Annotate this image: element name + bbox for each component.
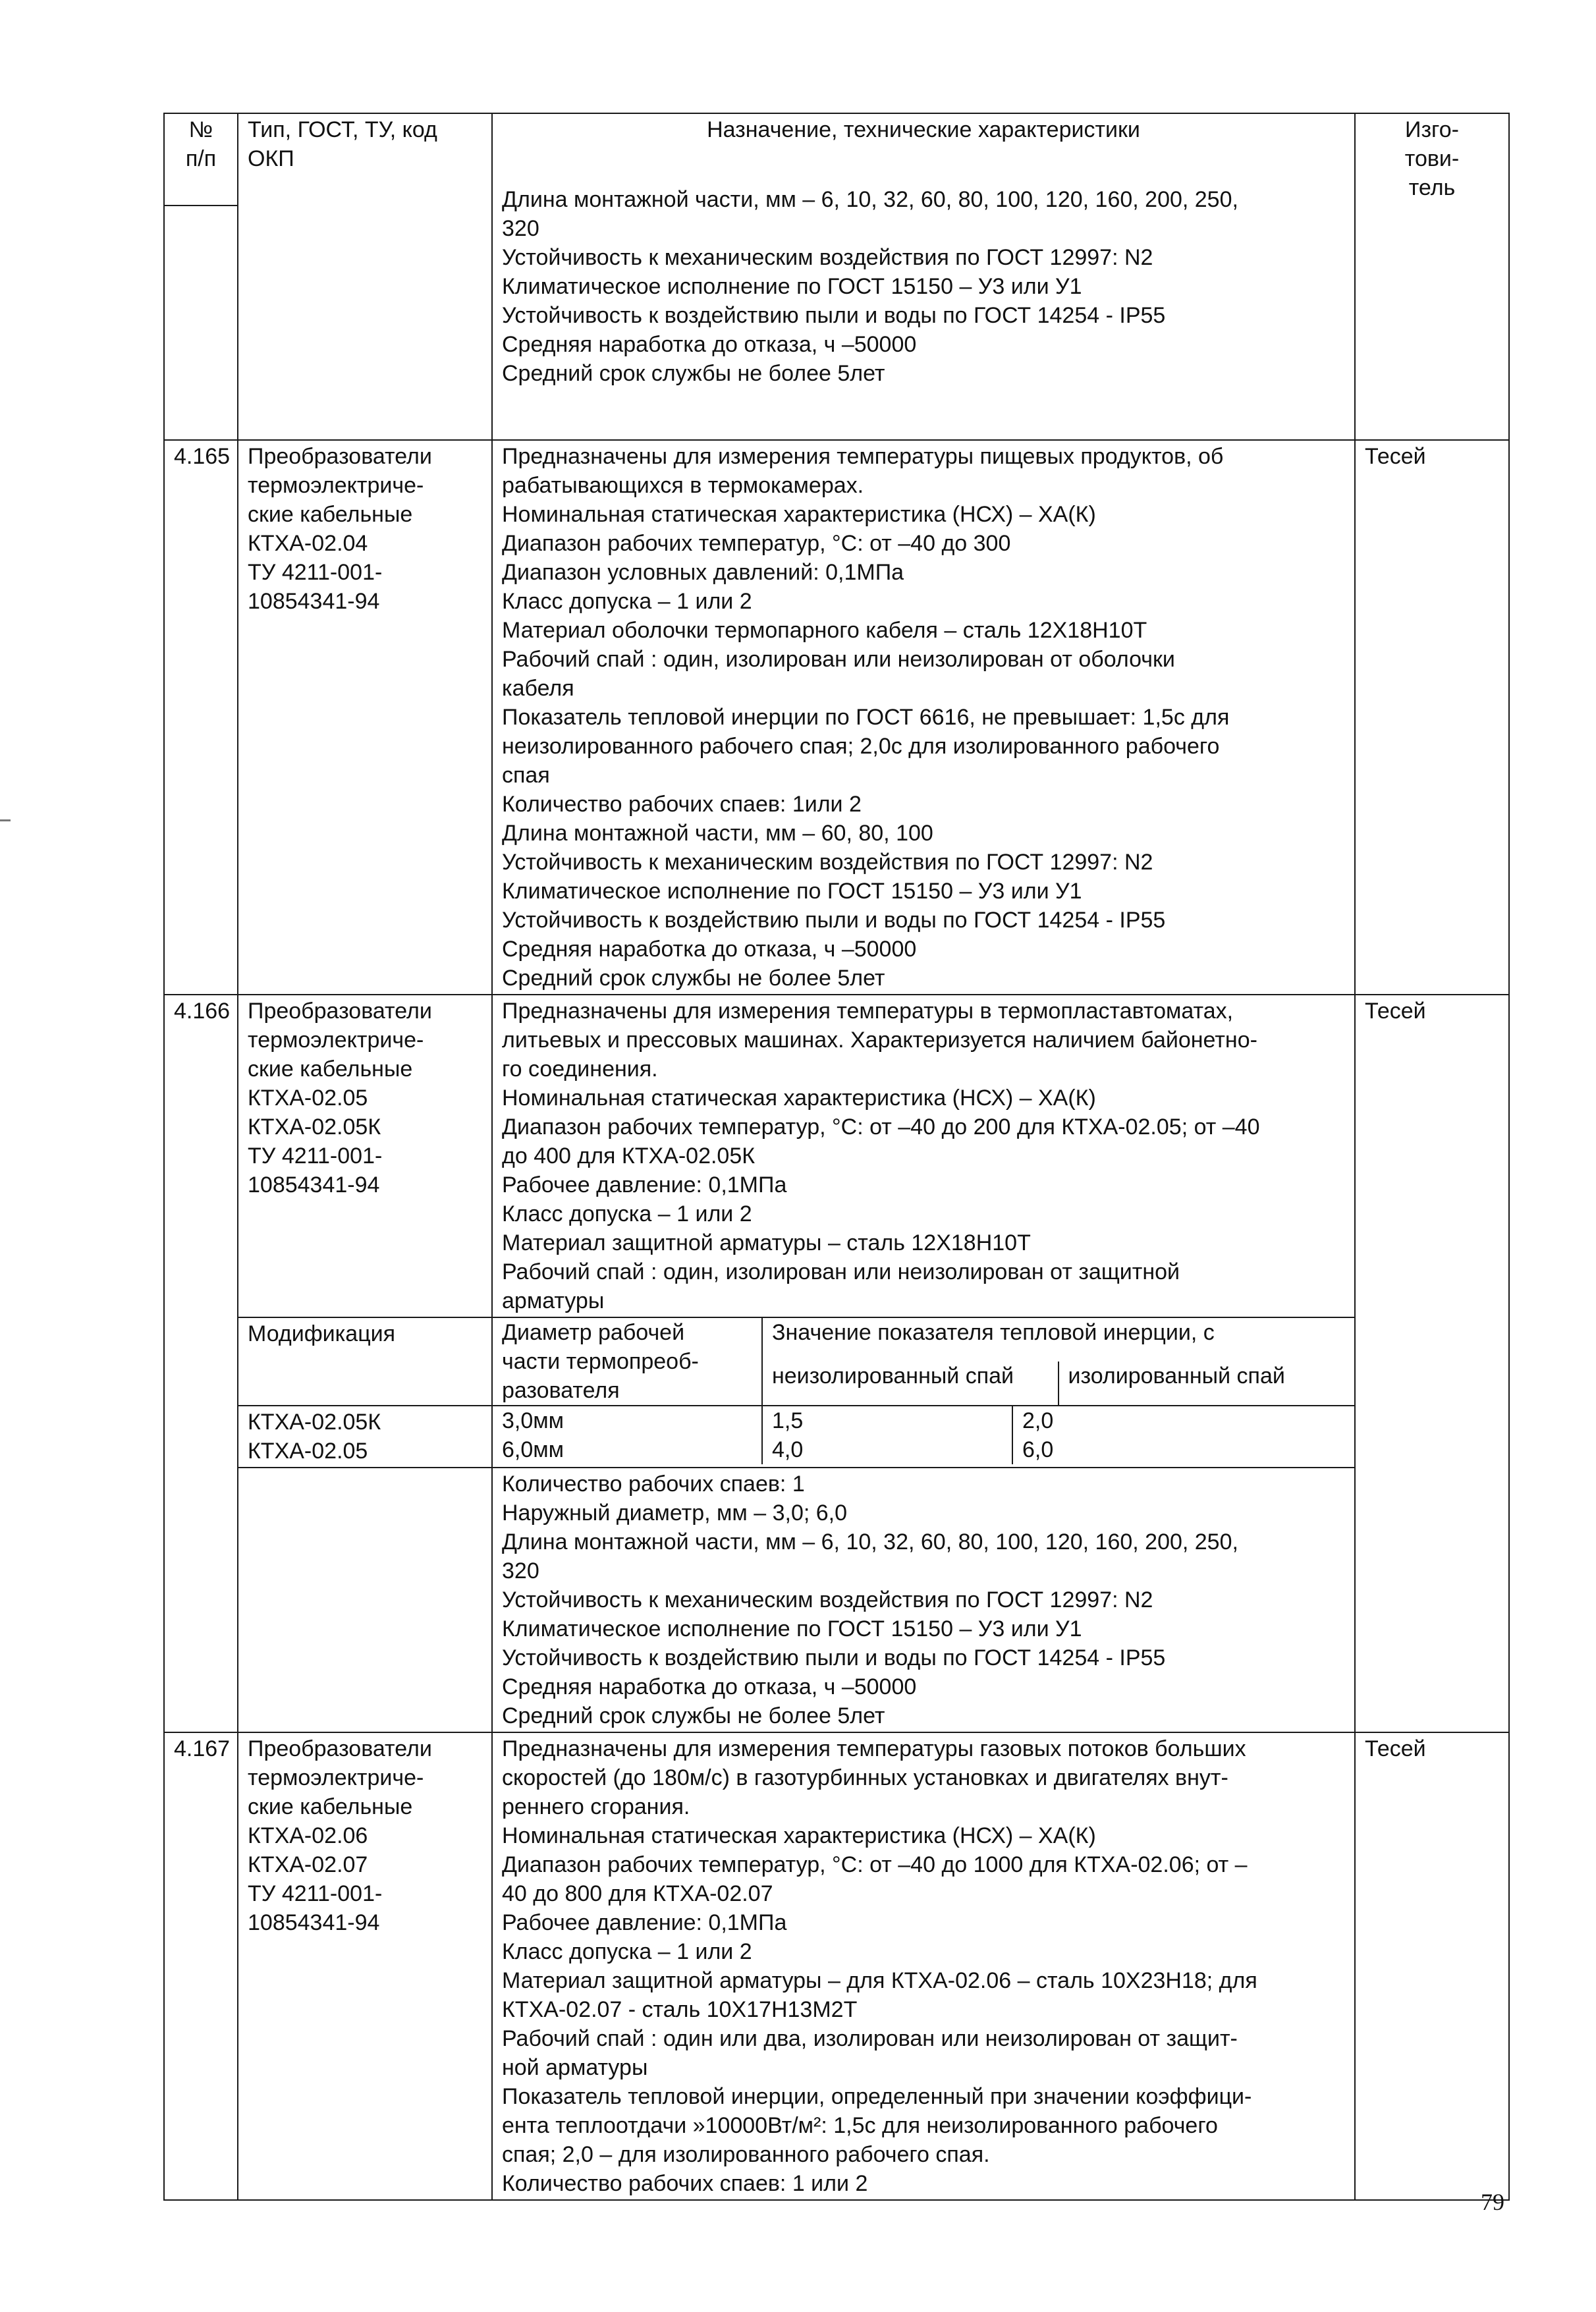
row-type [238, 995, 492, 1317]
continuation-empty-cell [164, 206, 238, 440]
desc-line: Рабочий спай : один, изолирован или неизолирован от оболочки [502, 647, 1175, 672]
desc-line: Длина монтажной части, мм – 6, 10, 32, 60, 80, 100, 120, 160, 200, 250, [502, 187, 1238, 212]
diameter-header [493, 1318, 762, 1405]
header-maker-line: тель [1408, 175, 1456, 200]
desc-line: Класс допуска – 1 или 2 [502, 1201, 752, 1226]
modification-name: КТХА-02.05 [248, 1439, 368, 1464]
modification-header [492, 1317, 1355, 1406]
header-number-line: п/п [185, 146, 217, 171]
desc-line: Климатическое исполнение по ГОСТ 15150 – У3 или У1 [502, 274, 1082, 299]
row-number: 4.166 [164, 995, 238, 1732]
row-type [238, 1732, 492, 2200]
desc-line: Длина монтажной части, мм – 60, 80, 100 [502, 821, 933, 846]
desc-line: Материал защитной арматуры – сталь 12Х18Н10Т [502, 1230, 1031, 1255]
desc-line: Количество рабочих спаев: 1 [502, 1472, 805, 1497]
desc-line: литьевых и прессовых машинах. Характеризуется наличием байонетно- [502, 1028, 1257, 1053]
desc-line: спая; 2,0 – для изолированного рабочего спая. [502, 2142, 990, 2167]
desc-line: ента теплоотдачи »10000Вт/м²: 1,5с для неизолированного рабочего [502, 2113, 1218, 2138]
desc-line: Рабочий спай : один или два, изолирован или неизолирован от защит- [502, 2026, 1238, 2051]
type-line: ТУ 4211-001- [248, 560, 383, 585]
noninsulated-value: 1,5 [772, 1408, 804, 1433]
header-maker [1355, 113, 1509, 440]
row-description [492, 440, 1355, 995]
desc-line: скоростей (до 180м/с) в газотурбинных установках и двигателях внут- [502, 1765, 1228, 1790]
type-line: 10854341-94 [248, 1910, 380, 1935]
desc-line: 320 [502, 216, 539, 241]
table-row [164, 995, 1509, 1317]
noninsulated-values [762, 1406, 1012, 1464]
desc-line: Средний срок службы не более 5лет [502, 361, 885, 386]
desc-line: Наружный диаметр, мм – 3,0; 6,0 [502, 1500, 848, 1526]
desc-line: Номинальная статическая характеристика (НСХ) – ХА(К) [502, 1086, 1096, 1111]
desc-line: до 400 для КТХА-02.05К [502, 1143, 756, 1169]
desc-line: го соединения. [502, 1057, 658, 1082]
type-line: КТХА-02.06 [248, 1823, 368, 1848]
desc-line: Предназначены для измерения температуры газовых потоков больших [502, 1736, 1246, 1761]
desc-line: Средний срок службы не более 5лет [502, 1703, 885, 1728]
desc-line: Номинальная статическая характеристика (НСХ) – ХА(К) [502, 1823, 1096, 1848]
desc-line: рабатывающихся в термокамерах. [502, 473, 864, 498]
type-line: ские кабельные [248, 502, 413, 527]
row-type [238, 440, 492, 995]
insulated-value: 6,0 [1022, 1437, 1054, 1462]
modification-label: Модификация [238, 1317, 492, 1406]
type-line: 10854341-94 [248, 589, 380, 614]
type-line: КТХА-02.05К [248, 1115, 381, 1140]
type-line: КТХА-02.05 [248, 1086, 368, 1111]
inertia-header: Значение показателя тепловой инерции, с [772, 1320, 1215, 1345]
header-maker-line: Изго- [1405, 117, 1459, 142]
modification-values-row [164, 1406, 1509, 1468]
row-description [492, 1732, 1355, 2200]
desc-line: неизолированного рабочего спая; 2,0с для изолированного рабочего [502, 734, 1220, 759]
diameter-value: 6,0мм [502, 1437, 564, 1462]
insulated-header: изолированный спай [1068, 1363, 1285, 1389]
desc-line: Диапазон рабочих температур, °С: от –40 до 1000 для КТХА-02.06; от – [502, 1852, 1248, 1877]
modification-header-row [164, 1317, 1509, 1406]
desc-line: Устойчивость к воздействию пыли и воды по ГОСТ 14254 - IP55 [502, 1645, 1166, 1670]
header-number-line: № [188, 117, 213, 142]
desc-line: Рабочий спай : один, изолирован или неизолирован от защитной [502, 1259, 1180, 1284]
desc-line: Количество рабочих спаев: 1 или 2 [502, 2171, 868, 2196]
desc-line: Показатель тепловой инерции, определенный при значении коэффици- [502, 2084, 1252, 2109]
continuation-lines [502, 185, 1345, 388]
desc-line: Рабочее давление: 0,1МПа [502, 1172, 787, 1197]
row-maker: Тесей [1355, 995, 1509, 1732]
desc-line: 320 [502, 1558, 539, 1583]
desc-line: Средняя наработка до отказа, ч –50000 [502, 937, 917, 962]
diameter-value: 3,0мм [502, 1408, 564, 1433]
row-description [492, 1468, 1355, 1732]
desc-line: Устойчивость к механическим воздействия по ГОСТ 12997: N2 [502, 245, 1153, 270]
desc-line: Предназначены для измерения температуры в термопластавтоматах, [502, 999, 1234, 1024]
row-type-empty [238, 1468, 492, 1732]
modification-name: КТХА-02.05К [248, 1410, 381, 1435]
row-maker: Тесей [1355, 1732, 1509, 2200]
header-purpose-title: Назначение, технические характеристики [707, 117, 1140, 142]
desc-line: Материал оболочки термопарного кабеля – сталь 12Х18Н10Т [502, 618, 1147, 643]
row-number: 4.167 [164, 1732, 238, 2200]
type-line: Преобразователи [248, 999, 432, 1024]
modification-names [238, 1406, 492, 1468]
desc-line: Класс допуска – 1 или 2 [502, 589, 752, 614]
desc-line: Устойчивость к механическим воздействия по ГОСТ 12997: N2 [502, 850, 1153, 875]
header-type-line: ОКП [248, 146, 294, 171]
table-row [164, 1732, 1509, 2200]
type-line: ТУ 4211-001- [248, 1143, 383, 1169]
desc-line: Климатическое исполнение по ГОСТ 15150 – У3 или У1 [502, 879, 1082, 904]
row-number: 4.165 [164, 440, 238, 995]
page-number: 79 [1481, 2189, 1504, 2215]
desc-line: Диапазон рабочих температур, °С: от –40 до 300 [502, 531, 1011, 556]
desc-line: Предназначены для измерения температуры пищевых продуктов, об [502, 444, 1224, 469]
diameter-values [493, 1406, 762, 1464]
type-line: Преобразователи [248, 444, 432, 469]
type-line: ские кабельные [248, 1057, 413, 1082]
desc-line: Устойчивость к механическим воздействия по ГОСТ 12997: N2 [502, 1587, 1153, 1612]
desc-line: Класс допуска – 1 или 2 [502, 1939, 752, 1964]
desc-line: Средний срок службы не более 5лет [502, 966, 885, 991]
header-type-line: Тип, ГОСТ, ТУ, код [248, 117, 437, 142]
header-maker-line: тови- [1404, 146, 1460, 171]
desc-line: Средняя наработка до отказа, ч –50000 [502, 332, 917, 357]
table-row [164, 1468, 1509, 1732]
desc-line: реннего сгорания. [502, 1794, 690, 1819]
desc-line: КТХА-02.07 - сталь 10Х17Н13М2Т [502, 1997, 858, 2022]
desc-line: Устойчивость к воздействию пыли и воды по ГОСТ 14254 - IP55 [502, 303, 1166, 328]
table-row [164, 440, 1509, 995]
type-line: термоэлектриче- [248, 473, 424, 498]
desc-line: 40 до 800 для КТХА-02.07 [502, 1881, 773, 1906]
desc-line: Диапазон условных давлений: 0,1МПа [502, 560, 904, 585]
modification-values-table [493, 1406, 1354, 1464]
scan-artifact-mark [0, 819, 11, 821]
table-header-row [164, 113, 1509, 206]
diameter-header-line: части термопреоб- [502, 1349, 699, 1374]
row-maker: Тесей [1355, 440, 1509, 995]
noninsulated-header: неизолированный спай [762, 1362, 1059, 1405]
desc-line: арматуры [502, 1288, 605, 1313]
desc-line: Климатическое исполнение по ГОСТ 15150 – У3 или У1 [502, 1616, 1082, 1641]
header-purpose [492, 113, 1355, 440]
desc-line: спая [502, 763, 550, 788]
type-line: термоэлектриче- [248, 1028, 424, 1053]
diameter-header-line: Диаметр рабочей [502, 1320, 685, 1345]
insulated-value: 2,0 [1022, 1408, 1054, 1433]
modification-values [492, 1406, 1355, 1468]
desc-line: Средняя наработка до отказа, ч –50000 [502, 1674, 917, 1699]
type-line: КТХА-02.04 [248, 531, 368, 556]
specs-table [163, 113, 1510, 2201]
desc-line: Материал защитной арматуры – для КТХА-02.06 – сталь 10Х23Н18; для [502, 1968, 1257, 1993]
type-line: Преобразователи [248, 1736, 432, 1761]
type-line: термоэлектриче- [248, 1765, 424, 1790]
type-line: 10854341-94 [248, 1172, 380, 1197]
modification-header-table [493, 1318, 1354, 1405]
diameter-header-line: разователя [502, 1378, 620, 1403]
desc-line: Длина монтажной части, мм – 6, 10, 32, 60, 80, 100, 120, 160, 200, 250, [502, 1529, 1238, 1555]
desc-line: Диапазон рабочих температур, °С: от –40 до 200 для КТХА-02.05; от –40 [502, 1115, 1260, 1140]
desc-line: Показатель тепловой инерции по ГОСТ 6616, не превышает: 1,5с для [502, 705, 1230, 730]
header-type [238, 113, 492, 440]
header-number [164, 113, 238, 206]
desc-line: Номинальная статическая характеристика (НСХ) – ХА(К) [502, 502, 1096, 527]
type-line: ские кабельные [248, 1794, 413, 1819]
type-line: КТХА-02.07 [248, 1852, 368, 1877]
desc-line: Устойчивость к воздействию пыли и воды по ГОСТ 14254 - IP55 [502, 908, 1166, 933]
noninsulated-value: 4,0 [772, 1437, 804, 1462]
desc-line: кабеля [502, 676, 574, 701]
insulated-values [1012, 1406, 1354, 1464]
desc-line: Рабочее давление: 0,1МПа [502, 1910, 787, 1935]
desc-line: ной арматуры [502, 2055, 648, 2080]
row-description [492, 995, 1355, 1317]
type-line: ТУ 4211-001- [248, 1881, 383, 1906]
desc-line: Количество рабочих спаев: 1или 2 [502, 792, 862, 817]
